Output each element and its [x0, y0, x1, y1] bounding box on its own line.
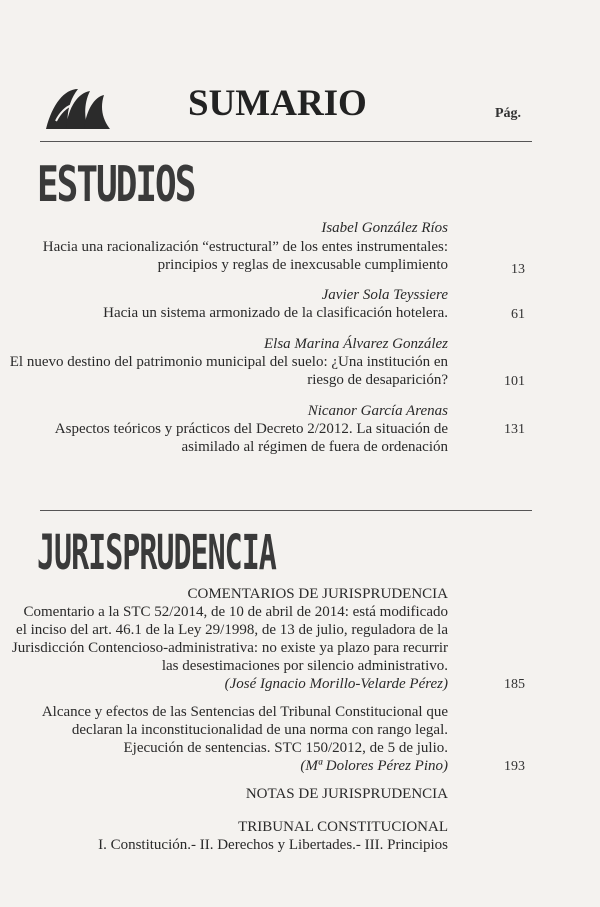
entry-title-line: las desestimaciones por silencio administrativo. — [161, 658, 448, 674]
entry-title-line: Jurisdicción Contencioso-administrativa: no existe ya plazo para recurrir — [11, 640, 448, 656]
header-divider — [40, 141, 532, 142]
entry-author: Nicanor García Arenas — [307, 403, 448, 419]
journal-logo-icon — [44, 85, 112, 131]
subsection-heading-tribunal: TRIBUNAL CONSTITUCIONAL — [238, 819, 448, 835]
entry-title-line: Ejecución de sentencias. STC 150/2012, de 5 de julio. — [123, 740, 448, 756]
entry-author: Elsa Marina Álvarez González — [263, 336, 448, 352]
entry-title-line: El nuevo destino del patrimonio municipal del suelo: ¿Una institución en — [9, 354, 448, 370]
page-column-label: Pág. — [495, 106, 522, 121]
entry-title-line: principios y reglas de inexcusable cumplimiento — [157, 257, 448, 273]
subsection-heading-notas: NOTAS DE JURISPRUDENCIA — [245, 786, 448, 802]
entry-title-line: I. Constitución.- II. Derechos y Libertades.- III. Principios — [98, 837, 448, 853]
entry-title-line: Alcance y efectos de las Sentencias del Tribunal Constitucional que — [41, 704, 448, 720]
entry-author: (Mª Dolores Pérez Pino) — [300, 758, 448, 774]
subsection-heading-comentarios: COMENTARIOS DE JURISPRUDENCIA — [187, 586, 448, 602]
entry-page-number: 101 — [504, 374, 525, 389]
entry-page-number: 193 — [504, 759, 525, 774]
page-title: SUMARIO — [188, 83, 367, 124]
entry-page-number: 13 — [511, 262, 525, 277]
entry-author: Isabel González Ríos — [321, 220, 448, 236]
entry-title-line: el inciso del art. 46.1 de la Ley 29/1998, de 13 de julio, reguladora de la — [16, 622, 448, 638]
entry-page-number: 185 — [504, 677, 525, 692]
entry-title-line: Comentario a la STC 52/2014, de 10 de abril de 2014: está modificado — [23, 604, 448, 620]
entry-title-line: asimilado al régimen de fuera de ordenación — [181, 439, 448, 455]
entry-page-number: 61 — [511, 307, 525, 322]
entry-author: Javier Sola Teyssiere — [321, 287, 448, 303]
entry-title-line: Hacia una racionalización “estructural” de los entes instrumentales: — [42, 239, 448, 255]
entry-title-line: riesgo de desaparición? — [307, 372, 448, 388]
section-heading-estudios: ESTUDIOS — [37, 158, 195, 214]
entry-title-line: Hacia un sistema armonizado de la clasificación hotelera. — [103, 305, 448, 321]
section-divider — [40, 510, 532, 511]
section-heading-jurisprudencia: JURISPRUDENCIA — [37, 526, 276, 582]
entry-title-line: declaran la inconstitucionalidad de una norma con rango legal. — [71, 722, 448, 738]
entry-page-number: 131 — [504, 422, 525, 437]
entry-title-line: Aspectos teóricos y prácticos del Decreto 2/2012. La situación de — [54, 421, 448, 437]
entry-author: (José Ignacio Morillo-Velarde Pérez) — [224, 676, 448, 692]
